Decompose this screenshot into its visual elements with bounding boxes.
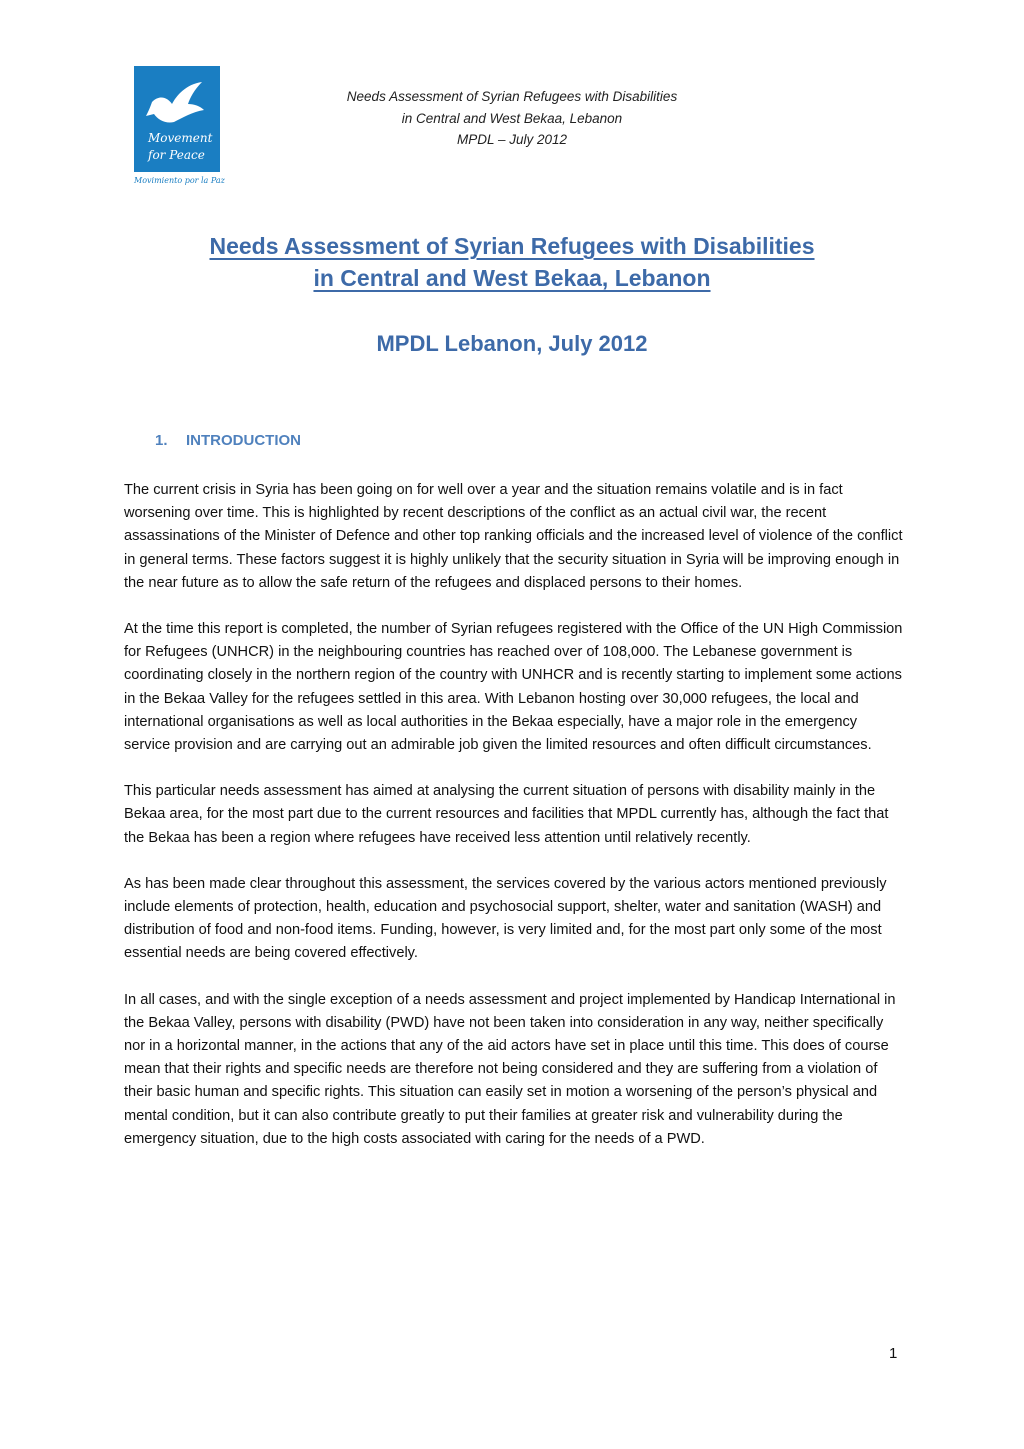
- header-line-1: Needs Assessment of Syrian Refugees with Disabilities: [346, 89, 678, 104]
- page-number: 1: [889, 1345, 898, 1362]
- document-subtitle: MPDL Lebanon, July 2012: [376, 331, 648, 356]
- paragraph: In all cases, and with the single exception of a needs assessment and project implemented by Handicap International in the Bekaa Valley, persons with disability (PWD) have not been taken into consideration in any way, neither specifically nor in a horizontal manner, in the actions that any of the aid actors have set in place until this time. This does of course mean that their rights and specific needs are therefore not being considered and they are suffering from a violation of their basic human and specific rights. This situation can easily set in motion a worsening of the person’s physical and mental condition, but it can also contribute greatly to put their families at greater risk and vulnerability during the emergency situation, due to the high costs associated with caring for the needs of a PWD.: [124, 991, 896, 1147]
- running-header: [250, 86, 774, 151]
- paragraph: At the time this report is completed, the number of Syrian refugees registered with the Office of the UN High Commission for Refugees (UNHCR) in the neighbouring countries has reached over of 108,000. The Lebanese government is coordinating closely in the northern region of the country with UNHCR and is recently starting to implement some actions in the Bekaa Valley for the refugees settled in this area. With Lebanon hosting over 30,000 refugees, the local and international organisations as well as local authorities in the Bekaa especially, have a major role in the emergency service provision and are carrying out an admirable job given the limited resources and often difficult circumstances.: [124, 621, 903, 754]
- logo-text-line1: Movement: [148, 131, 213, 145]
- section-number: 1.: [155, 432, 168, 449]
- title-line-2: in Central and West Bekaa, Lebanon: [313, 265, 711, 291]
- body-text: [124, 479, 904, 1174]
- header-line-2: in Central and West Bekaa, Lebanon: [401, 110, 623, 126]
- paragraph: The current crisis in Syria has been going on for well over a year and the situation remains volatile and is in fact worsening over time. This is highlighted by recent descriptions of the conflict as an actual civil war, the recent assassinations of the Minister of Defence and other top ranking officials and the increased level of violence of the conflict in general terms. These factors suggest it is highly unlikely that the security situation in Syria will be improving enough in the near future as to allow the safe return of the refugees and displaced persons to their homes.: [124, 482, 903, 591]
- logo-caption: Movimiento por la Paz: [134, 176, 225, 185]
- section-heading: [155, 432, 301, 449]
- document-title: [112, 230, 912, 294]
- paragraph: As has been made clear throughout this assessment, the services covered by the various actors mentioned previously include elements of protection, health, education and psychosocial support, shelter, water and sanitation (WASH) and distribution of food and non-food items. Funding, however, is very limited and, for the most part only some of the most essential needs are being covered effectively.: [124, 875, 887, 962]
- header-line-3: MPDL – July 2012: [456, 132, 568, 147]
- title-line-1: Needs Assessment of Syrian Refugees with Disabilities: [209, 233, 815, 259]
- dove-icon: [134, 66, 220, 172]
- logo-text-line2: for Peace: [148, 148, 205, 162]
- mpdl-logo: [134, 66, 220, 172]
- section-title: INTRODUCTION: [186, 432, 301, 449]
- paragraph: This particular needs assessment has aimed at analysing the current situation of persons with disability mainly in the Bekaa area, for the most part due to the current resources and facilities that MPDL currently has, although the fact that the Bekaa has been a region where refugees have received less attention until relatively recently.: [124, 783, 889, 846]
